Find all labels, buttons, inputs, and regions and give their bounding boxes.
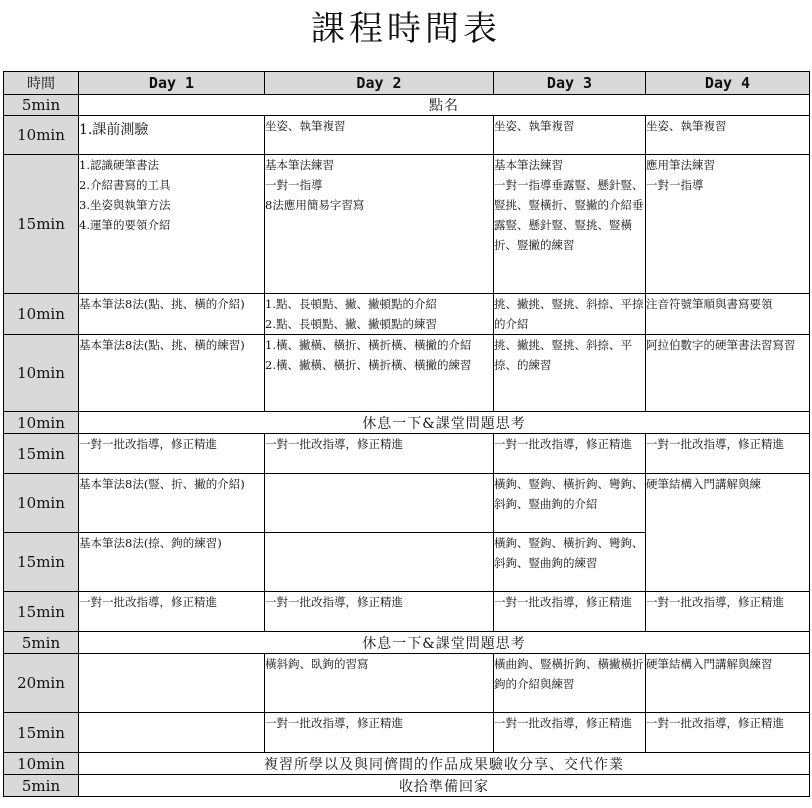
time-cell: 15min	[4, 592, 79, 632]
day3-cell	[494, 592, 646, 632]
day1-cell	[79, 434, 265, 474]
cell-text: 硬筆結構入門講解與練習	[646, 657, 773, 671]
day1-cell	[79, 294, 265, 335]
cell-text: 4.運筆的要領介紹	[79, 218, 171, 232]
table-row	[4, 335, 810, 412]
span-cell: 收拾準備回家	[79, 775, 810, 797]
cell-text: 1.課前測驗	[79, 122, 149, 138]
header-time: 時間	[4, 72, 79, 95]
day1-cell	[79, 155, 265, 294]
day3-cell	[494, 654, 646, 713]
cell-text: 一對一批改指導，修正精進	[265, 595, 403, 609]
day1-cell	[79, 335, 265, 412]
table-row	[4, 474, 810, 533]
cell-text: 坐姿、執筆複習	[646, 119, 727, 133]
table-row	[4, 95, 810, 116]
table-row	[4, 753, 810, 775]
day1-cell	[79, 533, 265, 592]
day3-cell	[494, 155, 646, 294]
day2-cell	[265, 592, 494, 632]
day4-cell	[646, 294, 810, 335]
day2-cell	[265, 155, 494, 294]
time-cell: 15min	[4, 713, 79, 753]
day3-cell	[494, 533, 646, 592]
day4-cell	[646, 335, 810, 412]
cell-text: 1.橫、撇橫、橫折、橫折橫、橫撇的介紹	[265, 338, 472, 352]
time-cell: 5min	[4, 95, 79, 116]
cell-text: 橫曲鉤、豎橫折鉤、橫撇橫折鉤的介紹與練習	[494, 657, 644, 691]
day2-cell	[265, 713, 494, 753]
table-row	[4, 592, 810, 632]
cell-text: 8法應用簡易字習寫	[265, 198, 365, 212]
day1-cell	[79, 116, 265, 155]
time-cell: 5min	[4, 632, 79, 654]
day4-cell	[646, 654, 810, 713]
cell-text: 應用筆法練習	[646, 158, 715, 172]
day4-cell	[646, 155, 810, 294]
day2-cell	[265, 434, 494, 474]
day4-cell	[646, 116, 810, 155]
cell-text: 一對一批改指導，修正精進	[646, 595, 784, 609]
table-row	[4, 654, 810, 713]
cell-text: 1.認識硬筆書法	[79, 158, 159, 172]
time-cell: 15min	[4, 155, 79, 294]
table-row	[4, 775, 810, 797]
day3-cell	[494, 335, 646, 412]
cell-text: 一對一批改指導，修正精進	[646, 716, 784, 730]
cell-text: 一對一批改指導，修正精進	[494, 437, 632, 451]
span-cell: 複習所學以及與同儕間的作品成果驗收分享、交代作業	[79, 753, 810, 775]
cell-text: 一對一批改指導，修正精進	[79, 595, 217, 609]
table-row	[4, 155, 810, 294]
day3-cell	[494, 434, 646, 474]
day1-cell	[79, 713, 265, 753]
table-row	[4, 632, 810, 654]
time-cell: 5min	[4, 775, 79, 797]
time-cell: 10min	[4, 116, 79, 155]
cell-text: 阿拉伯數字的硬筆書法習寫習	[646, 338, 796, 352]
table-row	[4, 412, 810, 434]
cell-text: 一對一指導	[265, 178, 323, 192]
day1-cell	[79, 592, 265, 632]
header-day2: Day 2	[265, 72, 494, 95]
cell-text: 2.介紹書寫的工具	[79, 178, 171, 192]
time-cell: 15min	[4, 434, 79, 474]
cell-text: 一對一批改指導，修正精進	[265, 437, 403, 451]
table-row	[4, 294, 810, 335]
day3-cell	[494, 474, 646, 533]
cell-text: 一對一批改指導，修正精進	[494, 595, 632, 609]
cell-text: 2.點、長頓點、撇、撇頓點的練習	[265, 317, 437, 331]
day3-cell	[494, 116, 646, 155]
cell-text: 一對一批改指導，修正精進	[494, 716, 632, 730]
cell-text: 一對一指導垂露豎、懸針豎、豎挑、豎橫折、豎撇的介紹垂露豎、懸針豎、豎挑、豎橫折、豎撇的練習	[494, 178, 644, 252]
cell-text: 橫斜鉤、臥鉤的習寫	[265, 657, 369, 671]
cell-text: 基本筆法8法(捺、鉤的練習)	[79, 536, 222, 550]
cell-text: 注音符號筆順與書寫要領	[646, 297, 773, 311]
span-cell: 休息一下&課堂問題思考	[79, 412, 810, 434]
day3-cell	[494, 294, 646, 335]
table-row	[4, 713, 810, 753]
header-day4: Day 4	[646, 72, 810, 95]
time-cell: 20min	[4, 654, 79, 713]
table-row	[4, 116, 810, 155]
day2-cell	[265, 294, 494, 335]
day4-cell	[646, 434, 810, 474]
day2-cell	[265, 116, 494, 155]
cell-text: 挑、撇挑、豎挑、斜捺、平捺、的練習	[494, 338, 632, 372]
cell-text: 基本筆法8法(點、挑、橫的介紹)	[79, 297, 245, 311]
time-cell: 10min	[4, 753, 79, 775]
day2-cell	[265, 654, 494, 713]
day2-cell	[265, 335, 494, 412]
cell-text: 一對一批改指導，修正精進	[79, 437, 217, 451]
schedule-table	[3, 71, 810, 797]
time-cell: 15min	[4, 533, 79, 592]
cell-text: 坐姿、執筆複習	[494, 119, 575, 133]
cell-text: 3.坐姿與執筆方法	[79, 198, 171, 212]
cell-text: 橫鉤、豎鉤、橫折鉤、彎鉤、斜鉤、豎曲鉤的介紹	[494, 477, 644, 511]
day4-cell	[646, 474, 810, 592]
time-cell: 10min	[4, 294, 79, 335]
span-cell: 點名	[79, 95, 810, 116]
header-day1: Day 1	[79, 72, 265, 95]
table-row	[4, 434, 810, 474]
cell-text: 基本筆法練習	[494, 158, 563, 172]
day2-cell	[265, 533, 494, 592]
day1-cell	[79, 654, 265, 713]
day3-cell	[494, 713, 646, 753]
page-title: 課程時間表	[311, 9, 501, 49]
day2-cell	[265, 474, 494, 533]
time-cell: 10min	[4, 335, 79, 412]
header-row	[4, 72, 810, 95]
cell-text: 橫鉤、豎鉤、橫折鉤、彎鉤、斜鉤、豎曲鉤的練習	[494, 536, 644, 570]
cell-text: 坐姿、執筆複習	[265, 119, 346, 133]
cell-text: 一對一批改指導，修正精進	[265, 716, 403, 730]
cell-text: 基本筆法8法(點、挑、橫的練習)	[79, 338, 245, 352]
cell-text: 基本筆法練習	[265, 158, 334, 172]
time-cell: 10min	[4, 412, 79, 434]
day4-cell	[646, 592, 810, 632]
cell-text: 2.橫、撇橫、橫折、橫折橫、橫撇的練習	[265, 358, 472, 372]
day4-cell	[646, 713, 810, 753]
cell-text: 一對一批改指導，修正精進	[646, 437, 784, 451]
header-day3: Day 3	[494, 72, 646, 95]
day1-cell	[79, 474, 265, 533]
span-cell: 休息一下&課堂問題思考	[79, 632, 810, 654]
cell-text: 挑、撇挑、豎挑、斜捺、平捺的介紹	[494, 297, 644, 331]
cell-text: 1.點、長頓點、撇、撇頓點的介紹	[265, 297, 437, 311]
cell-text: 基本筆法8法(豎、折、撇的介紹)	[79, 477, 245, 491]
time-cell: 10min	[4, 474, 79, 533]
cell-text: 硬筆結構入門講解與練	[646, 477, 761, 491]
cell-text: 一對一指導	[646, 178, 704, 192]
